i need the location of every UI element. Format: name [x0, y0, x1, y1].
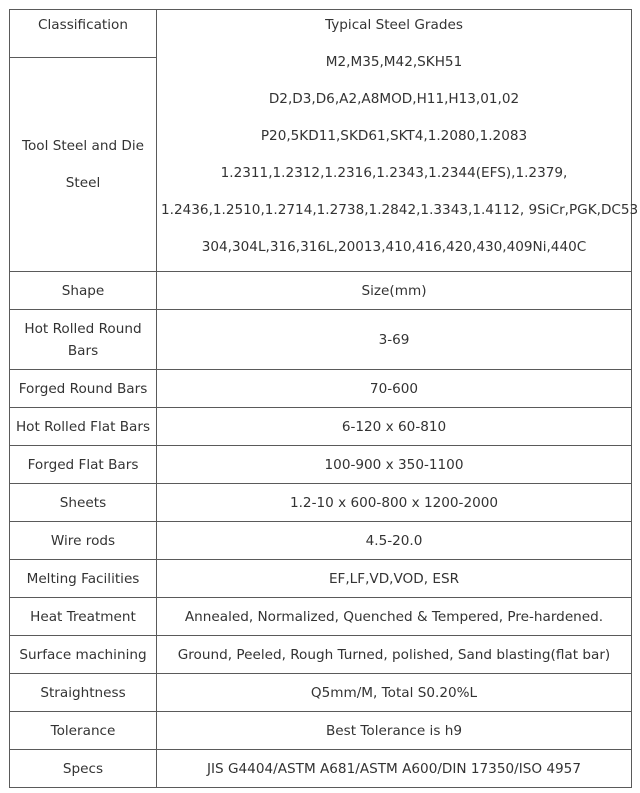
classification-row	[10, 10, 632, 58]
table-row	[10, 674, 632, 712]
row-label: Specs	[10, 750, 157, 788]
classification-label: Classification	[10, 10, 157, 58]
row-value: Ground, Peeled, Rough Turned, polished, Sand blasting(flat bar)	[157, 636, 632, 674]
row-label: Hot Rolled Round Bars	[10, 310, 157, 370]
category-line: Tool Steel and Die	[21, 137, 144, 154]
steel-grades-cell	[157, 10, 639, 272]
grade-line: M2,M35,M42,SKH51	[325, 54, 463, 70]
row-value: 4.5-20.0	[157, 522, 632, 560]
row-value: JIS G4404/ASTM A681/ASTM A600/DIN 17350/ISO 4957	[157, 750, 632, 788]
row-value: Q5mm/M, Total S0.20%L	[157, 674, 632, 712]
row-value: Best Tolerance is h9	[157, 712, 632, 750]
row-value: 100-900 x 350-1100	[157, 446, 632, 484]
size-label: Size(mm)	[157, 272, 632, 310]
grades-heading: Typical Steel Grades	[325, 17, 463, 33]
table-row	[10, 408, 632, 446]
row-label: Forged Flat Bars	[10, 446, 157, 484]
grade-line: D2,D3,D6,A2,A8MOD,H11,H13,01,02	[268, 91, 520, 107]
table-row	[10, 522, 632, 560]
row-label: Forged Round Bars	[10, 370, 157, 408]
row-label: Tolerance	[10, 712, 157, 750]
grade-line: P20,5KD11,SKD61,SKT4,1.2080,1.2083	[260, 128, 528, 144]
row-label: Straightness	[10, 674, 157, 712]
grade-line: 1.2436,1.2510,1.2714,1.2738,1.2842,1.3343,1.4112, 9SiCr,PGK,DC53	[161, 202, 639, 218]
table-row	[10, 446, 632, 484]
category-tool-steel	[10, 58, 157, 272]
row-value: 1.2-10 x 600-800 x 1200-2000	[157, 484, 632, 522]
table-row	[10, 370, 632, 408]
steel-spec-table	[9, 9, 639, 788]
row-label: Hot Rolled Flat Bars	[10, 408, 157, 446]
table-row	[10, 560, 632, 598]
row-value: 70-600	[157, 370, 632, 408]
table-row	[10, 598, 632, 636]
table-row	[10, 712, 632, 750]
table-row	[10, 310, 632, 370]
row-value: 6-120 x 60-810	[157, 408, 632, 446]
row-label: Wire rods	[10, 522, 157, 560]
table-row	[10, 750, 632, 788]
row-label: Sheets	[10, 484, 157, 522]
grade-line: 304,304L,316,316L,20013,410,416,420,430,409Ni,440C	[201, 239, 587, 255]
row-value: 3-69	[157, 310, 632, 370]
row-label: Surface machining	[10, 636, 157, 674]
table-row	[10, 484, 632, 522]
category-line: Steel	[65, 174, 101, 191]
table-row	[10, 636, 632, 674]
row-label: Heat Treatment	[10, 598, 157, 636]
row-value: Annealed, Normalized, Quenched & Tempered, Pre-hardened.	[157, 598, 632, 636]
row-value: EF,LF,VD,VOD, ESR	[157, 560, 632, 598]
row-label: Melting Facilities	[10, 560, 157, 598]
shape-header-row	[10, 272, 632, 310]
shape-label: Shape	[10, 272, 157, 310]
grade-line: 1.2311,1.2312,1.2316,1.2343,1.2344(EFS),1.2379,	[220, 165, 568, 181]
